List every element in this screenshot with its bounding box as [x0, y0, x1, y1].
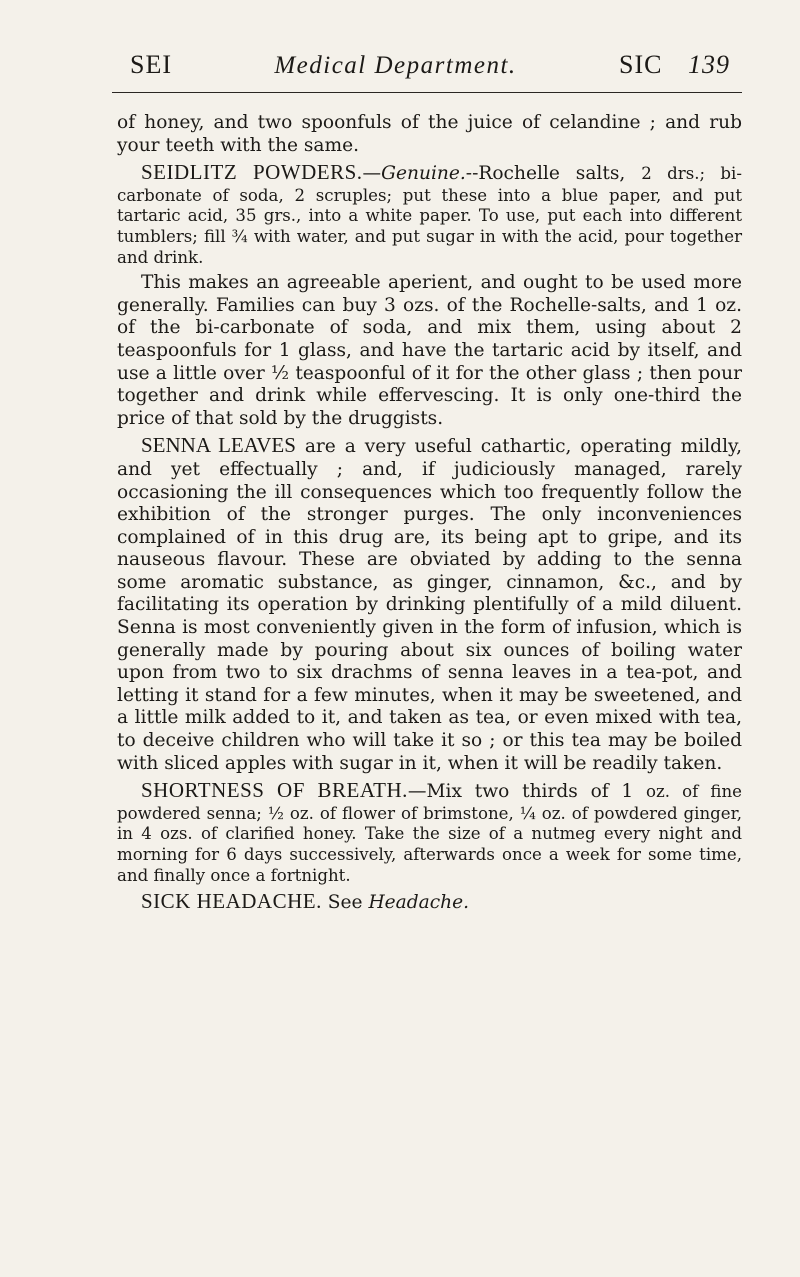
- entry-heading: SEIDLITZ POWDERS.: [141, 160, 363, 185]
- header-section-title: Medical Department.: [274, 52, 517, 79]
- entry-senna-leaves: SENNA LEAVES are a very useful cathartic, operating mildly, and yet effectually ; and, if judiciously managed, rarely occasioning the ill consequences which too frequently follow the exhibition of the stronger purges. The only inconveniences complained of in this drug are, its being apt to gripe, and its nauseous flavour. These are obviated by adding to the senna some aromatic substance, as ginger, cinnamon, &c., and by facilitating its operation by drinking plentifully of a mild diluent. Senna is most conveniently given in the form of infusion, which is generally made by pouring about six ounces of boiling water upon from two to six drachms of senna leaves in a tea-pot, and letting it stand for a few minutes, when it may be sweetened, and a little milk added to it, and taken as tea, or even mixed with tea, to deceive children who will take it so ; or this tea may be boiled with sliced apples with sugar in it, when it will be readily taken.: [117, 433, 742, 774]
- page-body: [117, 112, 742, 915]
- seidlitz-note: This makes an agreeable aperient, and ought to be used more generally. Families can buy 3 ozs. of the Rochelle-salts, and 1 oz. of the bi-carbonate of soda, and mix them, using about 2 teaspoonfuls for 1 glass, and have the tartaric acid by itself, and use a little over ½ teaspoonful of it for the other glass ; then pour together and drink while effervescing. It is only one-third the price of that sold by the druggists.: [117, 272, 742, 429]
- page-number: 139: [688, 50, 730, 79]
- recipe-text: oz. of fine powdered senna; ½ oz. of flower of brimstone, ¼ oz. of powdered ginger, in 4 ozs. of clarified honey. Take the size of a nutmeg every night and morning for 6 days successively, afterwards once a week for some time, and finally once a fortnight.: [117, 782, 743, 885]
- entry-heading: SHORTNESS OF BREATH.: [141, 778, 408, 803]
- entry-seidlitz-powders: SEIDLITZ POWDERS.—Genuine.--Rochelle salts, 2 drs.; bi-carbonate of soda, 2 scruples; put these into a blue paper, and put tartaric acid, 35 grs., into a white paper. To use, put each into different tumblers; fill ¾ with water, and put sugar in with the acid, pour together and drink.: [117, 160, 742, 267]
- entry-heading: SENNA LEAVES: [141, 433, 296, 458]
- genuine-label: Genuine.: [381, 163, 466, 185]
- recipe-text: 2 drs.; bi-carbonate of soda, 2 scruples; put these into a blue paper, and put tartaric acid, 35 grs., into a white paper. To use, put each into different tumblers; fill ¾ with water, and put sugar in with the acid, pour together and drink.: [117, 164, 742, 267]
- entry-heading: SICK HEADACHE.: [141, 889, 322, 914]
- entry-shortness-of-breath: SHORTNESS OF BREATH.—Mix two thirds of 1 oz. of fine powdered senna; ½ oz. of flower of brimstone, ¼ oz. of powdered ginger, in 4 ozs. of clarified honey. Take the size of a nutmeg every night and morning for 6 days successively, afterwards once a week for some time, and finally once a fortnight.: [117, 778, 743, 885]
- entry-sick-headache: SICK HEADACHE. See Headache.: [141, 889, 470, 914]
- continued-paragraph: of honey, and two spoonfuls of the juice of celandine ; and rub your teeth with the same.: [117, 112, 742, 156]
- header-right: [619, 50, 730, 80]
- cross-reference: Headache.: [368, 892, 470, 914]
- header-left-word: SEI: [130, 50, 172, 79]
- running-header: [130, 50, 730, 80]
- header-right-word: SIC: [619, 50, 663, 79]
- header-rule: [112, 92, 742, 93]
